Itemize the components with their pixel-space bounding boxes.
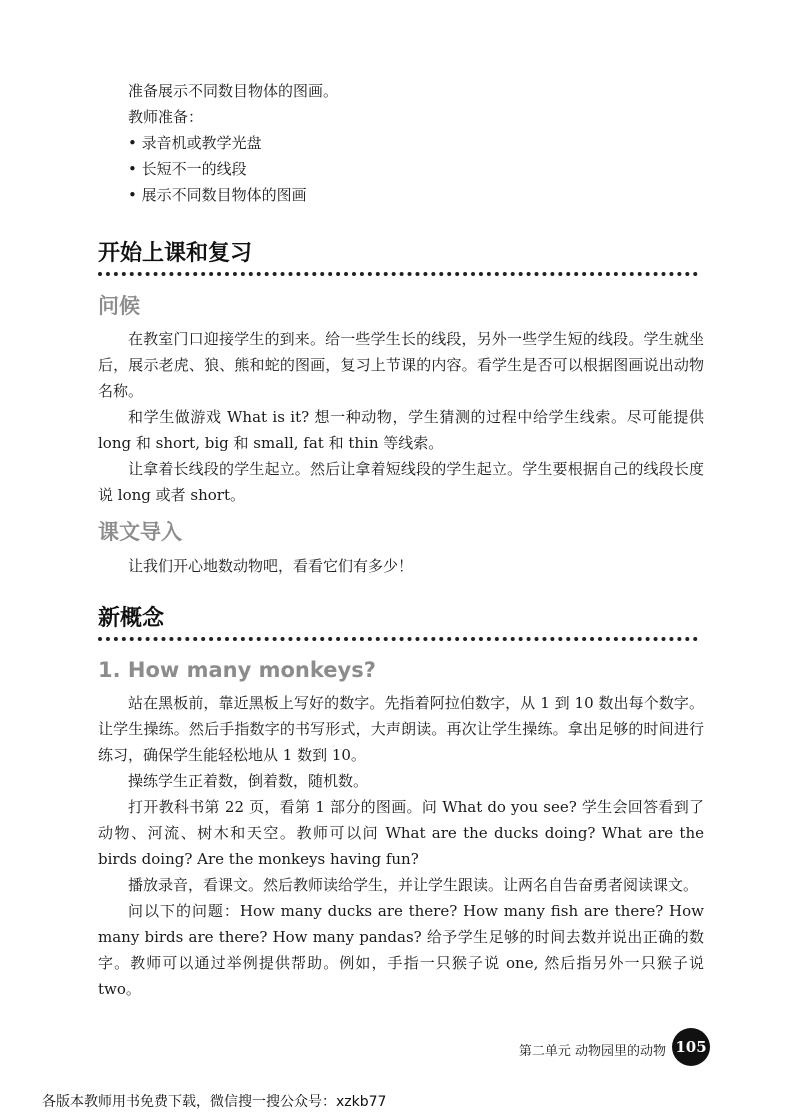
- section-title: 开始上课和复习: [98, 241, 253, 266]
- watermark-text: 各版本教师用书免费下载，微信搜一搜公众号：xzkb77: [42, 1094, 387, 1110]
- page-number: 105: [672, 1028, 710, 1066]
- section-title: 新概念: [98, 606, 165, 631]
- paragraph: 让我们开心地数动物吧，看看它们有多少！: [128, 557, 414, 575]
- prep-list: [128, 130, 338, 208]
- section-heading-start-class: [98, 240, 698, 276]
- section-heading-new-concepts: [98, 605, 698, 641]
- paragraph: 在教室门口迎接学生的到来。给一些学生长的线段，另外一些学生短的线段。学生就坐后，展示老虎、狼、熊和蛇的图画，复习上节课的内容。看学生是否可以根据图画说出动物名称。: [98, 330, 704, 400]
- intro-block: [128, 78, 338, 208]
- paragraph: 和学生做游戏 What is it? 想一种动物，学生猜测的过程中给学生线索。尽可能提供 long 和 short, big 和 small, fat 和 thin 等线索。: [98, 408, 704, 452]
- part1-paragraphs: [98, 690, 704, 1002]
- paragraph: 操练学生正着数，倒着数，随机数。: [128, 772, 369, 790]
- intro-line: 准备展示不同数目物体的图画。: [128, 82, 339, 100]
- paragraph: 问以下的问题：How many ducks are there? How many fish are there? How many birds are there? How many pandas? 给予学生足够的时间去数并说出正确的数字。教师可以通过举例提供帮助。例如，手指一只猴子说 one, 然后指另外一只猴子说 two。: [98, 902, 704, 998]
- paragraph: 站在黑板前，靠近黑板上写好的数字。先指着阿拉伯数字，从 1 到 10 数出每个数字。让学生操练。然后手指数字的书写形式，大声朗读。再次让学生操练。拿出足够的时间进行练习，确保学生能轻松地从 1 数到 10。: [98, 694, 704, 764]
- unit-title: 第二单元 动物园里的动物: [518, 1044, 666, 1059]
- greeting-paragraphs: [98, 326, 704, 508]
- lead-in-paragraphs: [98, 553, 704, 579]
- subheading-lead-in: 课文导入: [98, 520, 182, 544]
- prep-item: • 长短不一的线段: [128, 156, 338, 182]
- teacher-prep-label: 教师准备：: [128, 108, 204, 126]
- page-footer: [520, 1026, 710, 1066]
- dotted-divider: [98, 631, 698, 641]
- paragraph: 播放录音，看课文。然后教师读给学生，并让学生跟读。让两名自告奋勇者阅读课文。: [128, 876, 699, 894]
- paragraph: 让拿着长线段的学生起立。然后让拿着短线段的学生起立。学生要根据自己的线段长度说 long 或者 short。: [98, 460, 704, 504]
- subheading-how-many-monkeys: 1. How many monkeys?: [98, 658, 376, 682]
- prep-item: • 展示不同数目物体的图画: [128, 182, 338, 208]
- subheading-greeting: 问候: [98, 294, 140, 318]
- paragraph: 打开教科书第 22 页，看第 1 部分的图画。问 What do you see? 学生会回答看到了动物、河流、树木和天空。教师可以问 What are the ducks doing? What are the birds doing? Are the monkeys having fun?: [98, 798, 704, 868]
- prep-item: • 录音机或教学光盘: [128, 130, 338, 156]
